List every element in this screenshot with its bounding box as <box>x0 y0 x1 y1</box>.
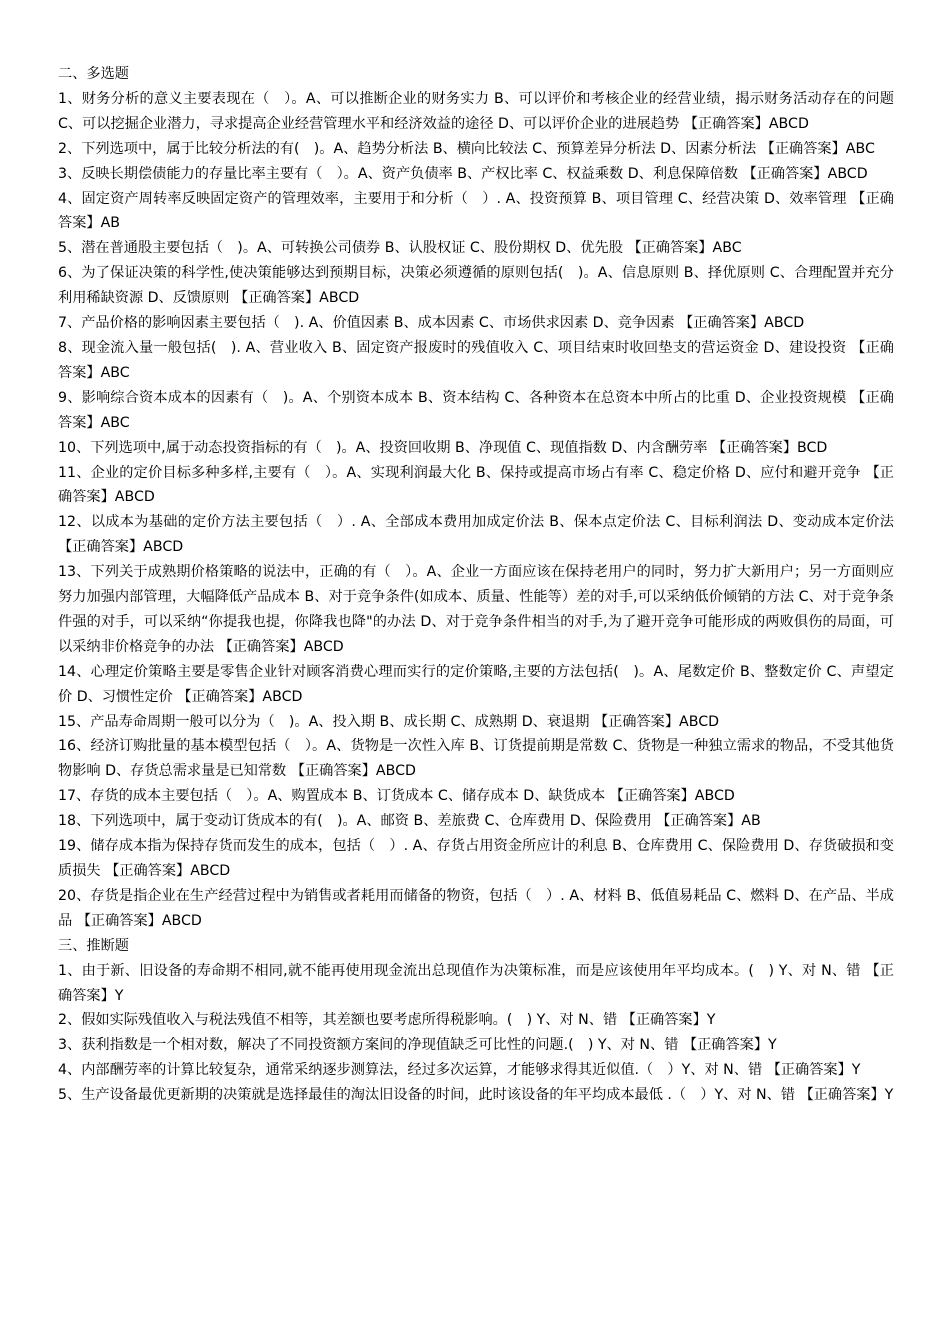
question-item: 7、产品价格的影响因素主要包括（ ). A、价值因素 B、成本因素 C、市场供求因素 D、竞争因素 【正确答案】ABCD <box>58 315 805 332</box>
question-item: 2、下列选项中，属于比较分析法的有( )。A、趋势分析法 B、横向比较法 C、预算差异分析法 D、因素分析法 【正确答案】ABC <box>58 140 875 157</box>
question-item: 20、存货是指企业在生产经营过程中为销售或者耗用而储备的物资，包括（ ）. A、材料 B、低值易耗品 C、燃料 D、在产品、半成品 【正确答案】ABCD <box>58 887 894 929</box>
question-item: 1、由于新、旧设备的寿命期不相同,就不能再使用现金流出总现值作为决策标准，而是应该使用年平均成本。( ) Y、对 N、错 【正确答案】Y <box>58 962 894 1004</box>
question-item: 5、潜在普通股主要包括（ )。A、可转换公司债券 B、认股权证 C、股份期权 D、优先股 【正确答案】ABC <box>58 240 742 257</box>
question-item: 19、储存成本指为保持存货而发生的成本，包括（ ）. A、存货占用资金所应计的利息 B、仓库费用 C、保险费用 D、存货破损和变质损失 【正确答案】ABCD <box>58 838 894 879</box>
question-item: 9、影响综合资本成本的因素有（ )。A、个别资本成本 B、资本结构 C、各种资本在总资本中所占的比重 D、企业投资规模 【正确答案】ABC <box>58 389 894 431</box>
section-heading-true-false: 三、推断题 <box>58 937 129 954</box>
section-heading-multiple-choice: 二、多选题 <box>58 66 129 82</box>
question-item: 10、下列选项中,属于动态投资指标的有（ )。A、投资回收期 B、净现值 C、现值指数 D、内含酬劳率 【正确答案】BCD <box>58 439 828 456</box>
question-item: 6、为了保证决策的科学性,使决策能够达到预期目标，决策必须遵循的原则包括( )。A、信息原则 B、择优原则 C、合理配置并充分利用稀缺资源 D、反馈原则 【正确答案】ABCD <box>58 265 894 307</box>
question-item: 15、产品寿命周期一般可以分为（ )。A、投入期 B、成长期 C、成熟期 D、衰退期 【正确答案】ABCD <box>58 713 720 730</box>
question-item: 4、固定资产周转率反映固定资产的管理效率，主要用于和分析（ ）. A、投资预算 B、项目管理 C、经营决策 D、效率管理 【正确答案】AB <box>58 190 894 232</box>
question-item: 4、内部酬劳率的计算比较复杂，通常采纳逐步测算法，经过多次运算，才能够求得其近似值.（ ）Y、对 N、错 【正确答案】Y <box>58 1062 861 1079</box>
question-item: 1、财务分析的意义主要表现在（ ）。A、可以推断企业的财务实力 B、可以评价和考核企业的经营业绩，揭示财务活动存在的问题 C、可以挖掘企业潜力，寻求提高企业经营管理水平和经济效益的途径 D、可以评价企业的进展趋势 【正确答案】ABCD <box>58 90 894 132</box>
question-item: 5、生产设备最优更新期的决策就是选择最佳的淘汰旧设备的时间，此时该设备的年平均成本最低 .（ ）Y、对 N、错 【正确答案】Y <box>58 1087 894 1104</box>
question-item: 8、现金流入量一般包括( ). A、营业收入 B、固定资产报废时的残值收入 C、项目结束时收回垫支的营运资金 D、建设投资 【正确答案】ABC <box>58 339 894 381</box>
question-item: 13、下列关于成熟期价格策略的说法中，正确的有（ ）。A、企业一方面应该在保持老用户的同时，努力扩大新用户；另一方面则应努力加强内部管理，大幅降低产品成本 B、对于竞争条件(如成本、质量、性能等）差的对手,可以采纳低价倾销的方法 C、对于竞争条件强的对手，可以采纳“你提我也提，你降我也降"的办法 D、对于竞争条件相当的对手,为了避开竞争可能形成的两败俱伤的局面，可以采纳非价格竞争的办法 【正确答案】ABCD <box>58 564 894 655</box>
question-item: 12、以成本为基础的定价方法主要包括（ ）. A、全部成本费用加成定价法 B、保本点定价法 C、目标利润法 D、变动成本定价法 【正确答案】ABCD <box>58 514 894 556</box>
question-item: 2、假如实际残值收入与税法残值不相等，其差额也要考虑所得税影响。( ) Y、对 N、错 【正确答案】Y <box>58 1012 716 1029</box>
question-item: 18、下列选项中，属于变动订货成本的有( )。A、邮资 B、差旅费 C、仓库费用 D、保险费用 【正确答案】AB <box>58 813 761 830</box>
question-item: 17、存货的成本主要包括（ ）。A、购置成本 B、订货成本 C、储存成本 D、缺货成本 【正确答案】ABCD <box>58 788 735 805</box>
question-item: 3、获利指数是一个相对数，解决了不同投资额方案间的净现值缺乏可比性的问题.( ) Y、对 N、错 【正确答案】Y <box>58 1037 777 1054</box>
question-item: 14、心理定价策略主要是零售企业针对顾客消费心理而实行的定价策略,主要的方法包括( )。A、尾数定价 B、整数定价 C、声望定价 D、习惯性定价 【正确答案】ABCD <box>58 663 894 705</box>
document-page <box>58 62 894 1108</box>
question-item: 11、企业的定价目标多种多样,主要有（ ）。A、实现利润最大化 B、保持或提高市场占有率 C、稳定价格 D、应付和避开竞争 【正确答案】ABCD <box>58 464 894 506</box>
question-item: 3、反映长期偿债能力的存量比率主要有（ ）。A、资产负债率 B、产权比率 C、权益乘数 D、利息保障倍数 【正确答案】ABCD <box>58 165 868 182</box>
question-item: 16、经济订购批量的基本模型包括（ ）。A、货物是一次性入库 B、订货提前期是常数 C、货物是一种独立需求的物品，不受其他货物影响 D、存货总需求量是已知常数 【正确答案】ABCD <box>58 738 894 780</box>
